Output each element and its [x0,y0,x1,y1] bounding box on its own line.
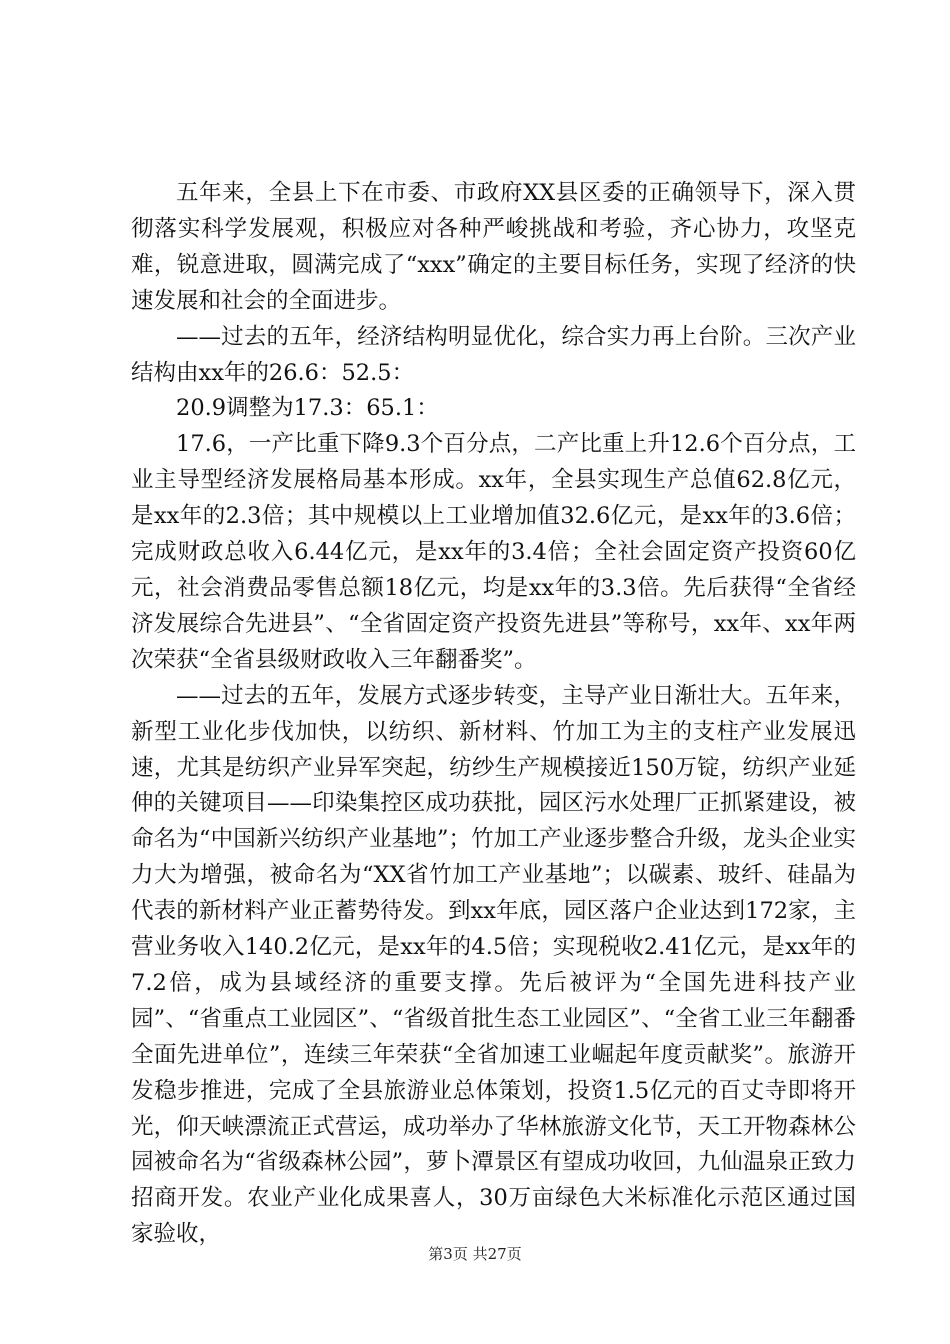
paragraph-economy-figures: 17.6，一产比重下降9.3个百分点，二产比重上升12.6个百分点，工业主导型经济发展格局基本形成。xx年，全县实现生产总值62.8亿元，是xx年的2.3倍；其中规模以上工业增加值32.6亿元，是xx年的3.6倍；完成财政总收入6.44亿元，是xx年的3.4倍；全社会固定资产投资60亿元，社会消费品零售总额18亿元，均是xx年的3.3倍。先后获得“全省经济发展综合先进县”、“全省固定资产投资先进县”等称号，xx年、xx年两次荣获“全省县级财政收入三年翻番奖”。 [131,431,856,673]
paragraph-ratio-adjust: 20.9调整为17.3：65.1： [176,395,439,422]
paragraph-intro: 五年来，全县上下在市委、市政府XX县区委的正确领导下，深入贯彻落实科学发展观，积极应对各种严峻挑战和考验，齐心协力，攻坚克难，锐意进取，圆满完成了“xxx”确定的主要目标任务，实现了经济的快速发展和社会的全面进步。 [131,180,856,314]
paragraph-industry-development: ——过去的五年，发展方式逐步转变，主导产业日渐壮大。五年来，新型工业化步伐加快，以纺织、新材料、竹加工为主的支柱产业发展迅速，尤其是纺织产业异军突起，纺纱生产规模接近150万锭，纺织产业延伸的关键项目——印染集控区成功获批，园区污水处理厂正抓紧建设，被命名为“中国新兴纺织产业基地”；竹加工产业逐步整合升级，龙头企业实力大为增强，被命名为“XX省竹加工产业基地”；以碳素、玻纤、硅晶为代表的新材料产业正蓄势待发。到xx年底，园区落户企业达到172家，主营业务收入140.2亿元，是xx年的4.5倍；实现税收2.41亿元，是xx年的7.2倍，成为县域经济的重要支撑。先后被评为“全国先进科技产业园”、“省重点工业园区”、“省级首批生态工业园区”、“全省工业三年翻番全面先进单位”，连续三年荣获“全省加速工业崛起年度贡献奖”。旅游开发稳步推进，完成了全县旅游业总体策划，投资1.5亿元的百丈寺即将开光，仰天峡漂流正式营运，成功举办了华林旅游文化节，天工开物森林公园被命名为“省级森林公园”，萝卜潭景区有望成功收回，九仙温泉正致力招商开发。农业产业化成果喜人，30万亩绿色大米标准化示范区通过国家验收， [131,682,856,1248]
paragraph-economy-structure: ——过去的五年，经济结构明显优化，综合实力再上台阶。三次产业结构由xx年的26.6：52.5： [131,323,856,386]
page-footer: 第3页 共27页 [428,1245,522,1263]
document-body [131,176,856,1253]
